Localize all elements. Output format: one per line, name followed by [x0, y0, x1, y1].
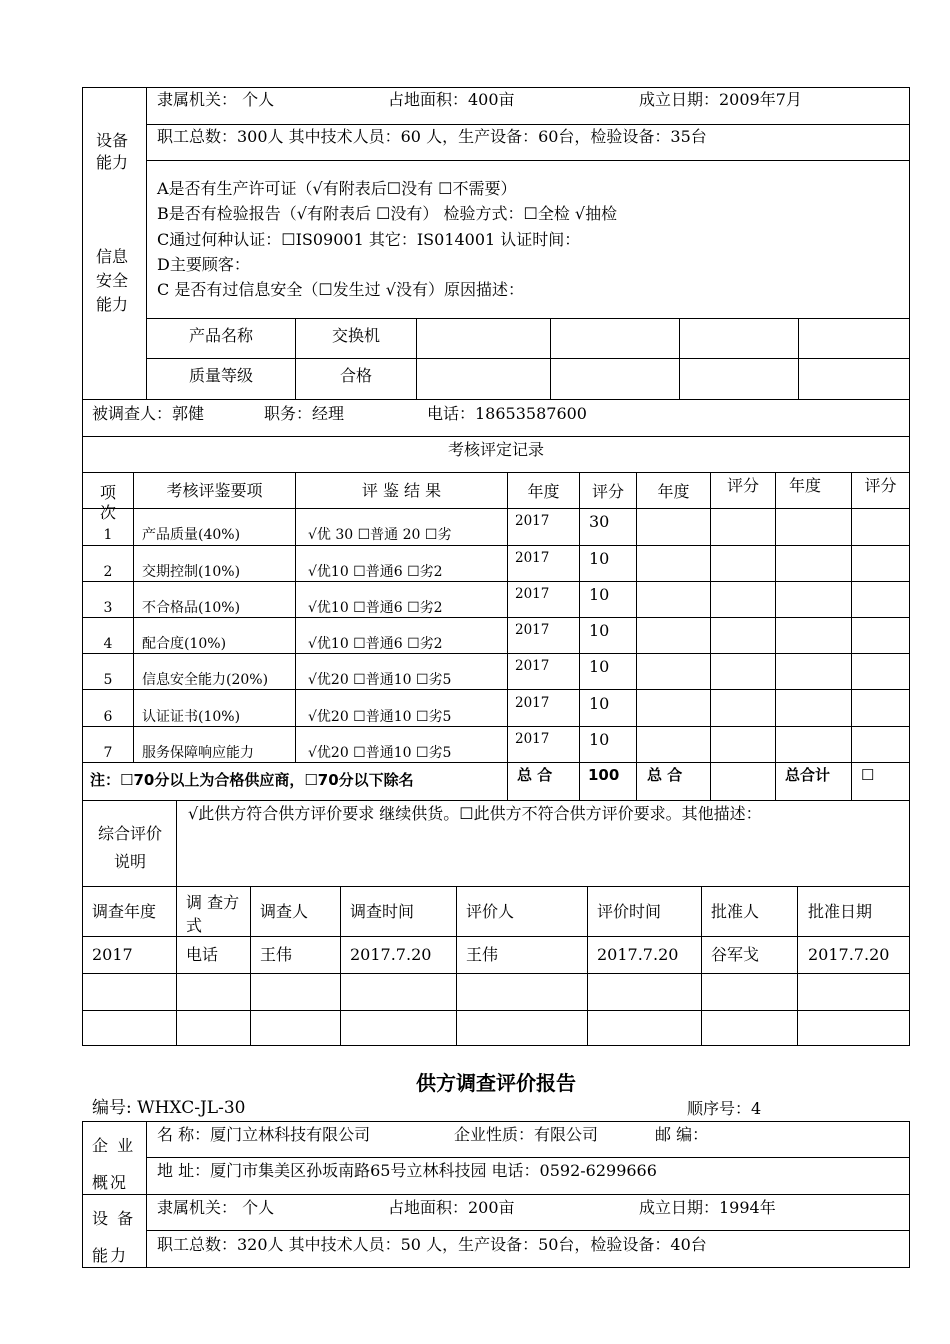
survey-cell-surveyor: 王伟	[260, 945, 293, 964]
row-no: 5	[103, 672, 113, 688]
respondent: 被调查人：郭健	[92, 404, 205, 423]
respondent-position: 职务：经理	[264, 404, 345, 423]
header-year-1: 年度	[527, 482, 560, 501]
equipment-capability-label: 设备能力	[96, 131, 129, 172]
header-score-1: 评分	[591, 482, 624, 501]
quality-grade-value: 合格	[339, 366, 372, 385]
land-area: 占地面积：400亩	[388, 90, 515, 109]
passing-note: 注：☐70分以上为合格供应商，☐70分以下除名	[90, 771, 414, 789]
row-no: 4	[103, 636, 113, 652]
record-title: 考核评定记录	[447, 440, 544, 459]
header-year-2: 年度	[657, 482, 690, 501]
row-item: 信息安全能力(20%)	[142, 672, 269, 688]
survey-header-year: 调查年度	[92, 902, 157, 921]
row-result: √优20 ☐普通10 ☐劣5	[308, 709, 452, 725]
row-year: 2017	[515, 622, 550, 638]
enterprise-overview-label: 企 业概况	[92, 1136, 136, 1192]
row-score: 10	[589, 585, 610, 604]
survey-header-evaluator: 评价人	[466, 902, 515, 921]
survey-header-eval-time: 评价时间	[597, 902, 662, 921]
survey-cell-evaluator: 王伟	[466, 945, 499, 964]
report-serial: 编号: WHXC-JL-30	[92, 1098, 246, 1118]
row-item: 认证证书(10%)	[142, 709, 241, 725]
cert-line-a: A是否有生产许可证（√有附表后☐没有 ☐不需要）	[157, 179, 517, 198]
row-score: 10	[589, 730, 610, 749]
equipment-capability-label-2: 设 备能力	[92, 1209, 136, 1265]
product-name-label: 产品名称	[188, 326, 253, 345]
row-item: 服务保障响应能力	[142, 745, 254, 761]
row-no: 3	[103, 600, 113, 616]
row-score: 10	[589, 694, 610, 713]
row-result: √优20 ☐普通10 ☐劣5	[308, 672, 452, 688]
quality-grade-label: 质量等级	[188, 366, 253, 385]
staff-summary: 职工总数：300人 其中技术人员：60 人，生产设备：60台，检验设备：35台	[157, 127, 707, 146]
founded-date: 成立日期：2009年7月	[639, 90, 802, 109]
row-score: 10	[589, 621, 610, 640]
grand-total-checkbox: ☐	[861, 766, 875, 784]
survey-cell-year: 2017	[92, 945, 133, 964]
survey-cell-approver: 谷军戈	[711, 945, 760, 964]
row-no: 7	[103, 745, 113, 761]
row-score: 10	[589, 549, 610, 568]
header-result: 评 鉴 结 果	[361, 481, 442, 500]
row-year: 2017	[515, 550, 550, 566]
survey-cell-time: 2017.7.20	[350, 945, 432, 964]
land-area-2: 占地面积：200亩	[388, 1198, 515, 1217]
row-year: 2017	[515, 731, 550, 747]
header-score-2: 评分	[726, 476, 759, 495]
row-result: √优10 ☐普通6 ☐劣2	[308, 636, 443, 652]
summary-text: √此供方符合供方评价要求 继续供货。☐此供方不符合供方评价要求。其他描述：	[188, 804, 762, 823]
row-result: √优 30 ☐普通 20 ☐劣	[308, 527, 452, 543]
header-score-3: 评分	[864, 476, 897, 495]
grand-total-label: 总合计	[785, 766, 831, 784]
row-no: 6	[103, 709, 113, 725]
row-result: √优20 ☐普通10 ☐劣5	[308, 745, 452, 761]
company-name: 名 称：厦门立林科技有限公司	[157, 1125, 371, 1144]
info-security-label: 信息安全能力	[96, 247, 129, 314]
survey-header-time: 调查时间	[350, 902, 415, 921]
header-year-3: 年度	[788, 476, 821, 495]
row-no: 1	[103, 527, 113, 543]
row-item: 交期控制(10%)	[142, 564, 241, 580]
product-name-value: 交换机	[331, 326, 380, 345]
row-result: √优10 ☐普通6 ☐劣2	[308, 600, 443, 616]
survey-header-approver: 批准人	[711, 902, 760, 921]
affiliation-2: 隶属机关： 个人	[157, 1198, 275, 1217]
cert-line-e: C 是否有过信息安全（☐发生过 √没有）原因描述：	[157, 280, 524, 299]
respondent-phone: 电话：18653587600	[427, 404, 587, 423]
row-item: 产品质量(40%)	[142, 527, 241, 543]
survey-cell-eval-time: 2017.7.20	[597, 945, 679, 964]
total-label: 总 合	[517, 766, 553, 784]
postcode: 邮 编：	[655, 1125, 709, 1144]
row-year: 2017	[515, 586, 550, 602]
affiliation: 隶属机关： 个人	[157, 90, 275, 109]
company-nature: 企业性质：有限公司	[454, 1125, 599, 1144]
row-item: 不合格品(10%)	[142, 600, 241, 616]
total-label-2: 总 合	[647, 766, 683, 784]
row-no: 2	[103, 564, 113, 580]
survey-header-surveyor: 调查人	[260, 902, 309, 921]
survey-cell-method: 电话	[186, 945, 219, 964]
row-year: 2017	[515, 695, 550, 711]
header-criteria: 考核评鉴要项	[166, 481, 263, 500]
row-item: 配合度(10%)	[142, 636, 227, 652]
report-title: 供方调查评价报告	[416, 1071, 576, 1095]
staff-summary-2: 职工总数：320人 其中技术人员：50 人，生产设备：50台，检验设备：40台	[157, 1235, 707, 1254]
row-score: 30	[589, 512, 610, 531]
summary-label: 综合评价说明	[97, 824, 162, 871]
survey-cell-approval-date: 2017.7.20	[808, 945, 890, 964]
survey-header-approval-date: 批准日期	[808, 902, 873, 921]
company-address: 地 址：厦门市集美区孙坂南路65号立林科技园 电话：0592-6299666	[157, 1161, 657, 1180]
cert-line-b: B是否有检验报告（√有附表后 ☐没有） 检验方式：☐全检 √抽检	[157, 204, 618, 223]
report-sequence: 顺序号：4	[687, 1099, 762, 1118]
cert-line-c: C通过何种认证：☐IS09001 其它：IS014001 认证时间：	[157, 230, 581, 249]
row-result: √优10 ☐普通6 ☐劣2	[308, 564, 443, 580]
survey-header-method: 调 查方式	[186, 893, 240, 935]
founded-date-2: 成立日期：1994年	[639, 1198, 776, 1217]
row-year: 2017	[515, 658, 550, 674]
cert-line-d: D主要顾客：	[157, 255, 250, 274]
total-value: 100	[588, 766, 620, 784]
row-score: 10	[589, 657, 610, 676]
row-year: 2017	[515, 513, 550, 529]
header-item-no: 项次	[99, 483, 116, 522]
